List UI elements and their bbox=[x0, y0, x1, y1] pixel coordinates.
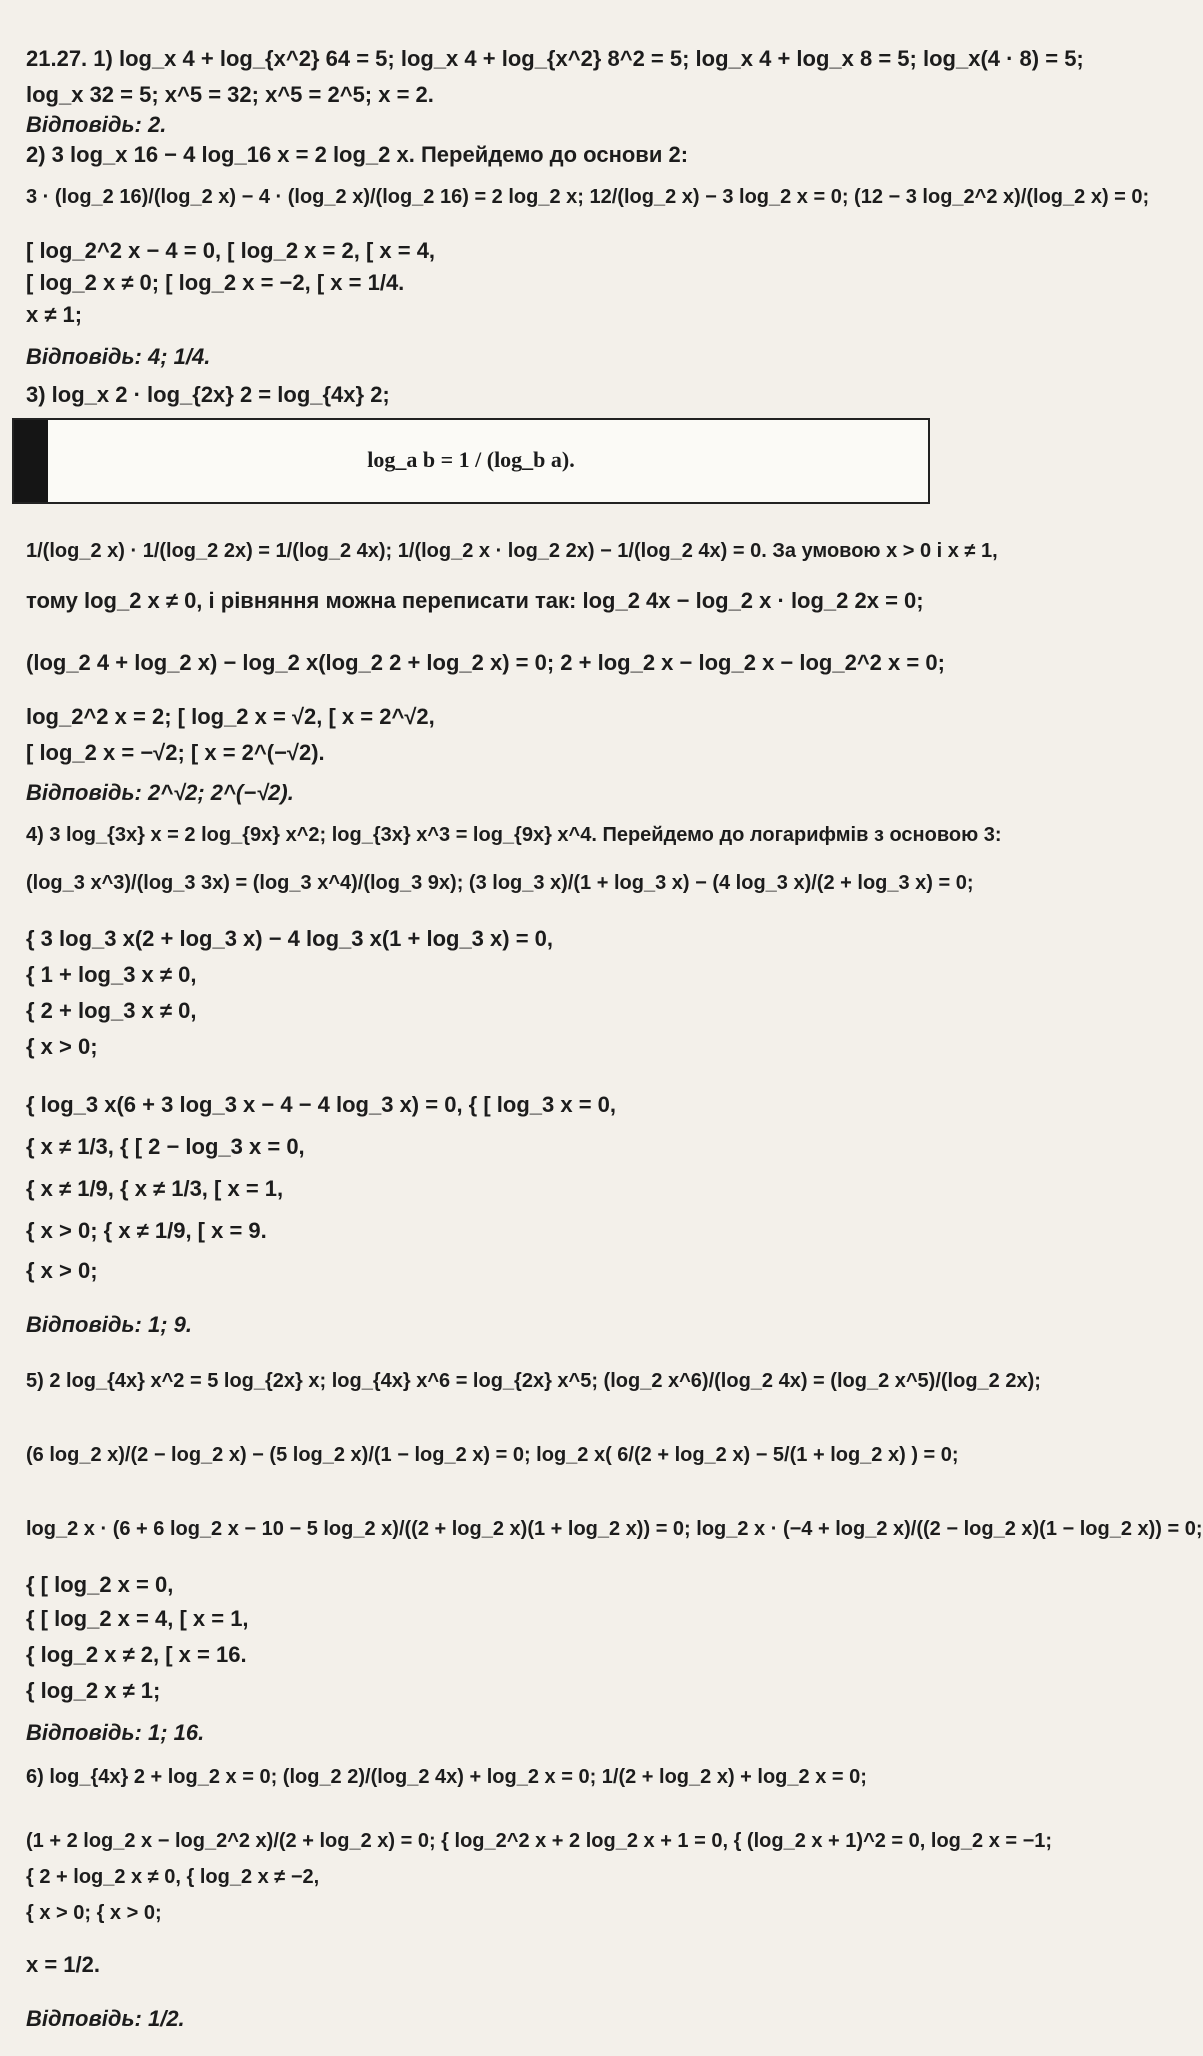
text-line: тому log_2 x ≠ 0, і рівняння можна переписати так: log_2 4x − log_2 x · log_2 2x = 0; bbox=[26, 588, 924, 613]
text-line: { [ log_2 x = 4, [ x = 1, bbox=[26, 1606, 249, 1631]
text-line: { x > 0; { x ≠ 1/9, [ x = 9. bbox=[26, 1218, 267, 1243]
text-line: { 3 log_3 x(2 + log_3 x) − 4 log_3 x(1 + log_3 x) = 0, bbox=[26, 926, 554, 951]
text-line: { 2 + log_3 x ≠ 0, bbox=[26, 998, 197, 1023]
text-line: [ log_2 x ≠ 0; [ log_2 x = −2, [ x = 1/4. bbox=[26, 270, 405, 295]
text-line: { 2 + log_2 x ≠ 0, { log_2 x ≠ −2, bbox=[26, 1866, 320, 1888]
text-line: [ log_2^2 x − 4 = 0, [ log_2 x = 2, [ x = 4, bbox=[26, 238, 436, 263]
text-line: (6 log_2 x)/(2 − log_2 x) − (5 log_2 x)/(1 − log_2 x) = 0; log_2 x( 6/(2 + log_2 x) − 5/(1 + log_2 x) ) = 0; bbox=[26, 1444, 959, 1466]
rule-box bbox=[12, 418, 930, 504]
text-line: { x > 0; bbox=[26, 1258, 98, 1283]
text-line: { x ≠ 1/9, { x ≠ 1/3, [ x = 1, bbox=[26, 1176, 284, 1201]
text-line: 5) 2 log_{4x} x^2 = 5 log_{2x} x; log_{4x} x^6 = log_{2x} x^5; (log_2 x^6)/(log_2 4x) = (log_2 x^5)/(log_2 2x); bbox=[26, 1370, 1041, 1392]
text-line: log_2^2 x = 2; [ log_2 x = √2, [ x = 2^√2, bbox=[26, 704, 435, 729]
rule-formula: log_a b = 1 / (log_b a). bbox=[367, 447, 575, 472]
text-line: [ log_2 x = −√2; [ x = 2^(−√2). bbox=[26, 740, 325, 765]
text-line: 2) 3 log_x 16 − 4 log_16 x = 2 log_2 x. Перейдемо до основи 2: bbox=[26, 142, 689, 167]
text-line: x ≠ 1; bbox=[26, 302, 83, 327]
text-line: 1/(log_2 x) · 1/(log_2 2x) = 1/(log_2 4x); 1/(log_2 x · log_2 2x) − 1/(log_2 4x) = 0. За умовою x > 0 і x ≠ 1, bbox=[26, 540, 998, 562]
answer-line: Відповідь: 1; 9. bbox=[26, 1312, 192, 1337]
text-line: log_x 32 = 5; x^5 = 32; x^5 = 2^5; x = 2. bbox=[26, 82, 434, 107]
text-line: { x > 0; bbox=[26, 1034, 98, 1059]
text-line: (1 + 2 log_2 x − log_2^2 x)/(2 + log_2 x) = 0; { log_2^2 x + 2 log_2 x + 1 = 0, { (log_2 x + 1)^2 = 0, log_2 x = −1; bbox=[26, 1830, 1053, 1852]
text-line: { log_2 x ≠ 1; bbox=[26, 1678, 161, 1703]
text-line: { x ≠ 1/3, { [ 2 − log_3 x = 0, bbox=[26, 1134, 305, 1159]
text-line: log_2 x · (6 + 6 log_2 x − 10 − 5 log_2 x)/((2 + log_2 x)(1 + log_2 x)) = 0; log_2 x · (−4 + log_2 x)/((2 − log_2 x)(1 − log_2 x)) = 0; bbox=[26, 1518, 1203, 1540]
answer-line: Відповідь: 1/2. bbox=[26, 2006, 185, 2031]
text-line: 4) 3 log_{3x} x = 2 log_{9x} x^2; log_{3x} x^3 = log_{9x} x^4. Перейдемо до логарифмів з основою 3: bbox=[26, 824, 1002, 846]
text-line: (log_2 4 + log_2 x) − log_2 x(log_2 2 + log_2 x) = 0; 2 + log_2 x − log_2 x − log_2^2 x = 0; bbox=[26, 650, 945, 675]
answer-line: Відповідь: 1; 16. bbox=[26, 1720, 205, 1745]
text-line: 6) log_{4x} 2 + log_2 x = 0; (log_2 2)/(log_2 4x) + log_2 x = 0; 1/(2 + log_2 x) + log_2 x = 0; bbox=[26, 1766, 867, 1788]
text-line: 3) log_x 2 · log_{2x} 2 = log_{4x} 2; bbox=[26, 382, 390, 407]
text-line: x = 1/2. bbox=[26, 1952, 101, 1977]
text-line: { log_2 x ≠ 2, [ x = 16. bbox=[26, 1642, 247, 1667]
text-line: { log_3 x(6 + 3 log_3 x − 4 − 4 log_3 x) = 0, { [ log_3 x = 0, bbox=[26, 1092, 617, 1117]
text-line: { x > 0; { x > 0; bbox=[26, 1902, 162, 1924]
text-line: (log_3 x^3)/(log_3 3x) = (log_3 x^4)/(log_3 9x); (3 log_3 x)/(1 + log_3 x) − (4 log_3 x)/(2 + log_3 x) = 0; bbox=[26, 872, 974, 894]
answer-line: Відповідь: 2. bbox=[26, 112, 167, 137]
text-line: 3 · (log_2 16)/(log_2 x) − 4 · (log_2 x)/(log_2 16) = 2 log_2 x; 12/(log_2 x) − 3 log_2 x = 0; (12 − 3 log_2^2 x)/(log_2 x) = 0; bbox=[26, 186, 1150, 208]
text-line: 21.27. 1) log_x 4 + log_{x^2} 64 = 5; log_x 4 + log_{x^2} 8^2 = 5; log_x 4 + log_x 8 = 5; log_x(4 · 8) = 5; bbox=[26, 46, 1084, 71]
answer-line: Відповідь: 2^√2; 2^(−√2). bbox=[26, 780, 294, 805]
text-line: { [ log_2 x = 0, bbox=[26, 1572, 174, 1597]
text-line: { 1 + log_3 x ≠ 0, bbox=[26, 962, 197, 987]
answer-line: Відповідь: 4; 1/4. bbox=[26, 344, 211, 369]
